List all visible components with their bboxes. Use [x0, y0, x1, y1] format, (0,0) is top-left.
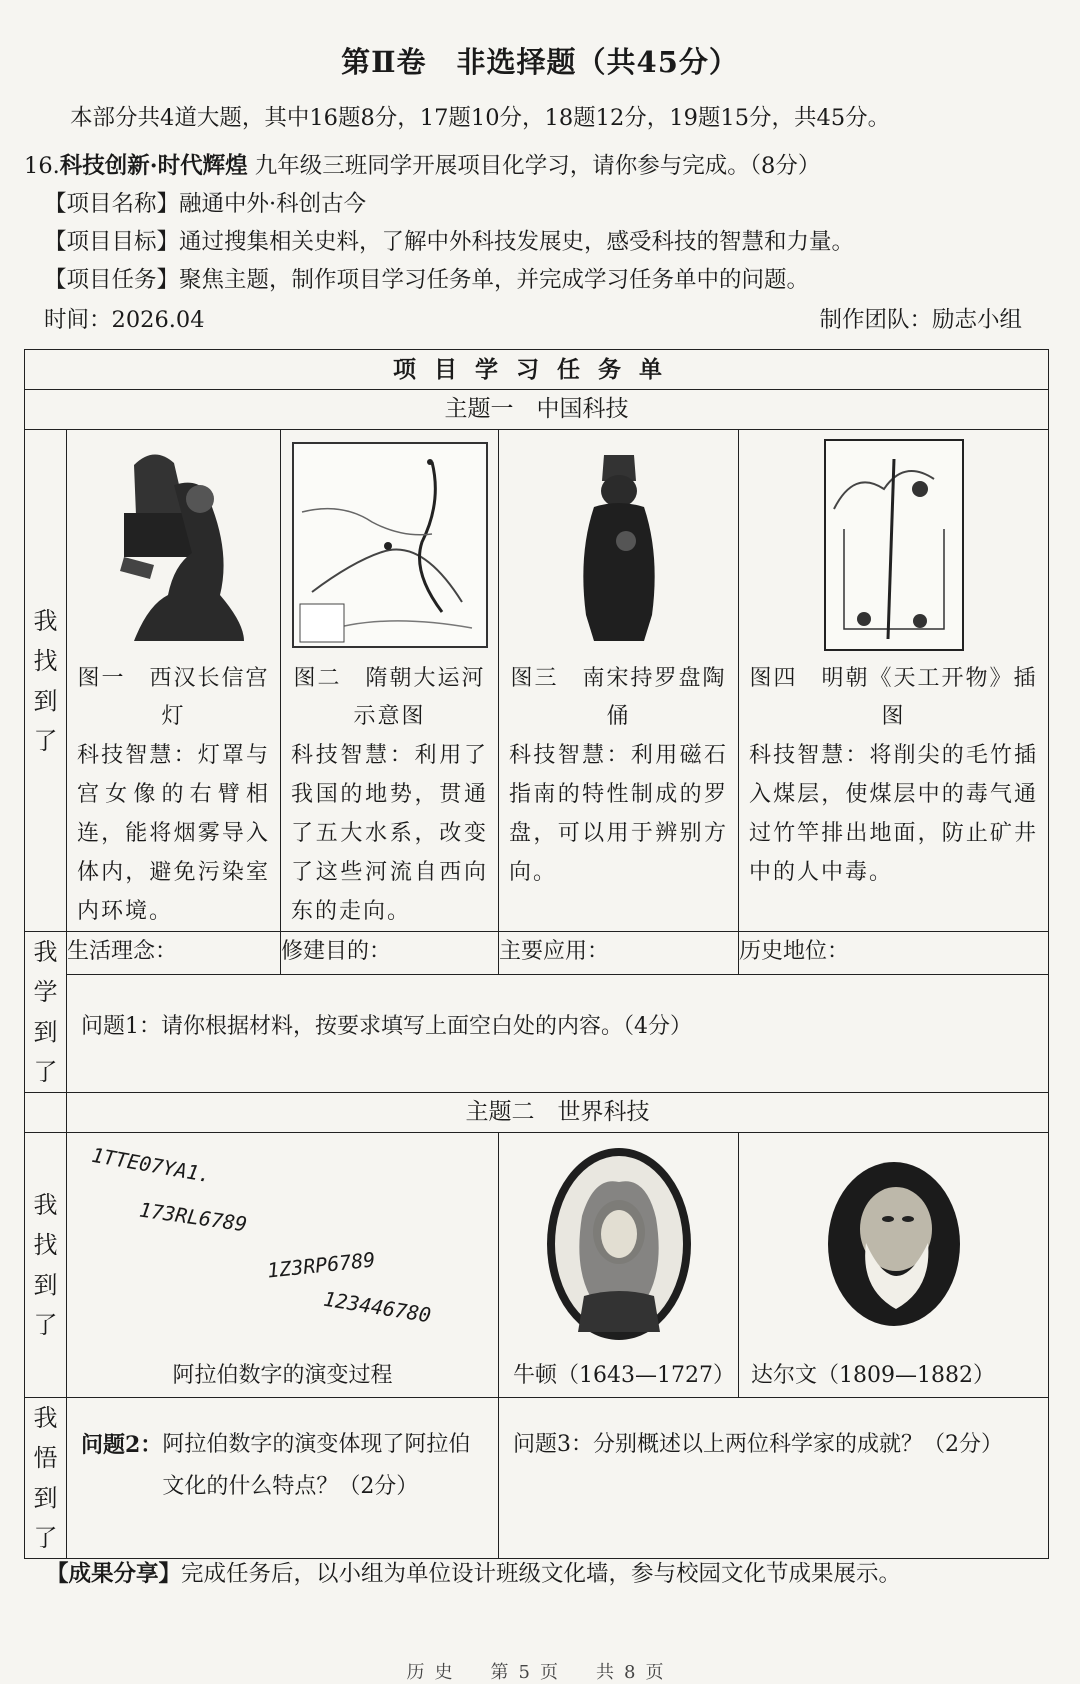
figure-2-desc: 科技智慧：利用了我国的地势，贯通了五大水系，改变了这些河流自西向东的走向。 — [291, 743, 488, 924]
newton-portrait — [499, 1133, 738, 1355]
theme2-title: 主题二 世界科技 — [67, 1093, 1049, 1133]
question-2 — [67, 1398, 499, 1559]
figure-3-caption: 图三 南宋持罗盘陶俑 — [510, 666, 727, 729]
side-realized-text: 我悟到了 — [33, 1404, 58, 1552]
figure-4-desc: 科技智慧：将削尖的毛竹插入煤层，使煤层中的毒气通过竹竿排出地面，防止矿井中的人中毒。 — [749, 743, 1039, 885]
theme2-blank — [25, 1093, 67, 1133]
project-task-line — [44, 262, 809, 294]
task-worksheet — [24, 349, 1049, 1559]
section-title: 第Ⅱ卷 非选择题（共45分） — [341, 45, 739, 79]
fill-life-concept[interactable]: 生活理念： — [67, 932, 281, 975]
worksheet-header: 项目学习任务单 — [25, 350, 1049, 390]
arabic-line-1: 1TTE07YA1. — [89, 1142, 213, 1188]
figure-4-cell — [739, 430, 1049, 932]
side-found-text: 我找到了 — [33, 606, 58, 755]
project-name-line — [44, 186, 366, 218]
figure-2-caption: 图二 隋朝大运河示意图 — [293, 666, 486, 729]
question-number: 16. — [24, 153, 60, 179]
tiangong-kaiwu-illustration — [739, 430, 1048, 660]
fill-historical-status[interactable]: 历史地位： — [739, 932, 1049, 975]
figure-4-caption: 图四 明朝《天工开物》插图 — [749, 666, 1038, 729]
side-label-found-2 — [25, 1133, 67, 1398]
fill-main-application[interactable]: 主要应用： — [499, 932, 739, 975]
project-team: 制作团队：励志小组 — [819, 307, 1022, 333]
question-3: 问题3：分别概述以上两位科学家的成就？（2分） — [499, 1398, 1049, 1559]
figure-1-cell — [67, 430, 281, 932]
figure-1-desc: 科技智慧：灯罩与宫女像的右臂相连，能将烟雾导入体内，避免污染室内环境。 — [77, 743, 270, 924]
project-name-label: 【项目名称】 — [44, 191, 180, 217]
arabic-numerals-caption: 阿拉伯数字的演变过程 — [172, 1363, 393, 1388]
question-prompt: 九年级三班同学开展项目化学习，请你参与完成。（8分） — [254, 153, 821, 179]
project-name-value: 融通中外·科创古今 — [179, 191, 367, 217]
project-goal-line — [44, 224, 854, 256]
compass-figurine-image — [499, 430, 738, 660]
project-task-value: 聚焦主题，制作项目学习任务单，并完成学习任务单中的问题。 — [179, 267, 810, 293]
question-theme: 科技创新·时代辉煌 — [59, 153, 248, 179]
side-label-learned — [25, 932, 67, 1093]
arabic-line-3: 1Z3RP6789 — [266, 1247, 377, 1283]
intro-text: 本部分共4道大题，其中16题8分，17题10分，18题12分，19题15分，共45分。 — [70, 105, 891, 131]
arabic-line-2: 173RL6789 — [137, 1197, 249, 1237]
darwin-cell — [739, 1133, 1049, 1398]
darwin-caption: 达尔文（1809—1882） — [751, 1363, 995, 1388]
question-2-text: 阿拉伯数字的演变体现了阿拉伯文化的什么特点？（2分） — [162, 1432, 471, 1499]
project-goal-value: 通过搜集相关史料，了解中外科技发展史，感受科技的智慧和力量。 — [179, 229, 855, 255]
question-2-label: 问题2： — [81, 1432, 163, 1458]
project-time: 时间：2026.04 — [44, 307, 205, 333]
grand-canal-map — [281, 430, 498, 660]
theme1-title: 主题一 中国科技 — [25, 390, 1049, 430]
side-label-found — [25, 430, 67, 932]
figure-3-cell — [499, 430, 739, 932]
arabic-numerals-cell — [67, 1133, 499, 1398]
page-footer: 历史 第5页 共8页 — [406, 1662, 674, 1683]
side-learned-text: 我学到了 — [33, 938, 58, 1086]
project-goal-label: 【项目目标】 — [44, 229, 180, 255]
darwin-portrait — [739, 1133, 1048, 1355]
side-label-realized — [25, 1398, 67, 1559]
share-text: 完成任务后，以小组为单位设计班级文化墙，参与校园文化节成果展示。 — [181, 1561, 902, 1587]
question-1: 问题1：请你根据材料，按要求填写上面空白处的内容。（4分） — [67, 975, 1049, 1093]
side-found-text-2: 我找到了 — [33, 1191, 58, 1339]
project-task-label: 【项目任务】 — [44, 267, 180, 293]
palace-lamp-image — [67, 430, 280, 660]
question-16-line — [24, 148, 820, 180]
arabic-line-4: 123446780 — [321, 1286, 433, 1328]
arabic-numerals-evolution — [67, 1133, 498, 1355]
figure-1-caption: 图一 西汉长信宫灯 — [77, 666, 270, 729]
newton-cell — [499, 1133, 739, 1398]
figure-2-cell — [281, 430, 499, 932]
newton-caption: 牛顿（1643—1727） — [513, 1363, 735, 1388]
share-label: 【成果分享】 — [46, 1561, 182, 1587]
figure-3-desc: 科技智慧：利用磁石指南的特性制成的罗盘，可以用于辨别方向。 — [509, 743, 728, 885]
share-line — [46, 1556, 901, 1588]
fill-construction-purpose[interactable]: 修建目的： — [281, 932, 499, 975]
